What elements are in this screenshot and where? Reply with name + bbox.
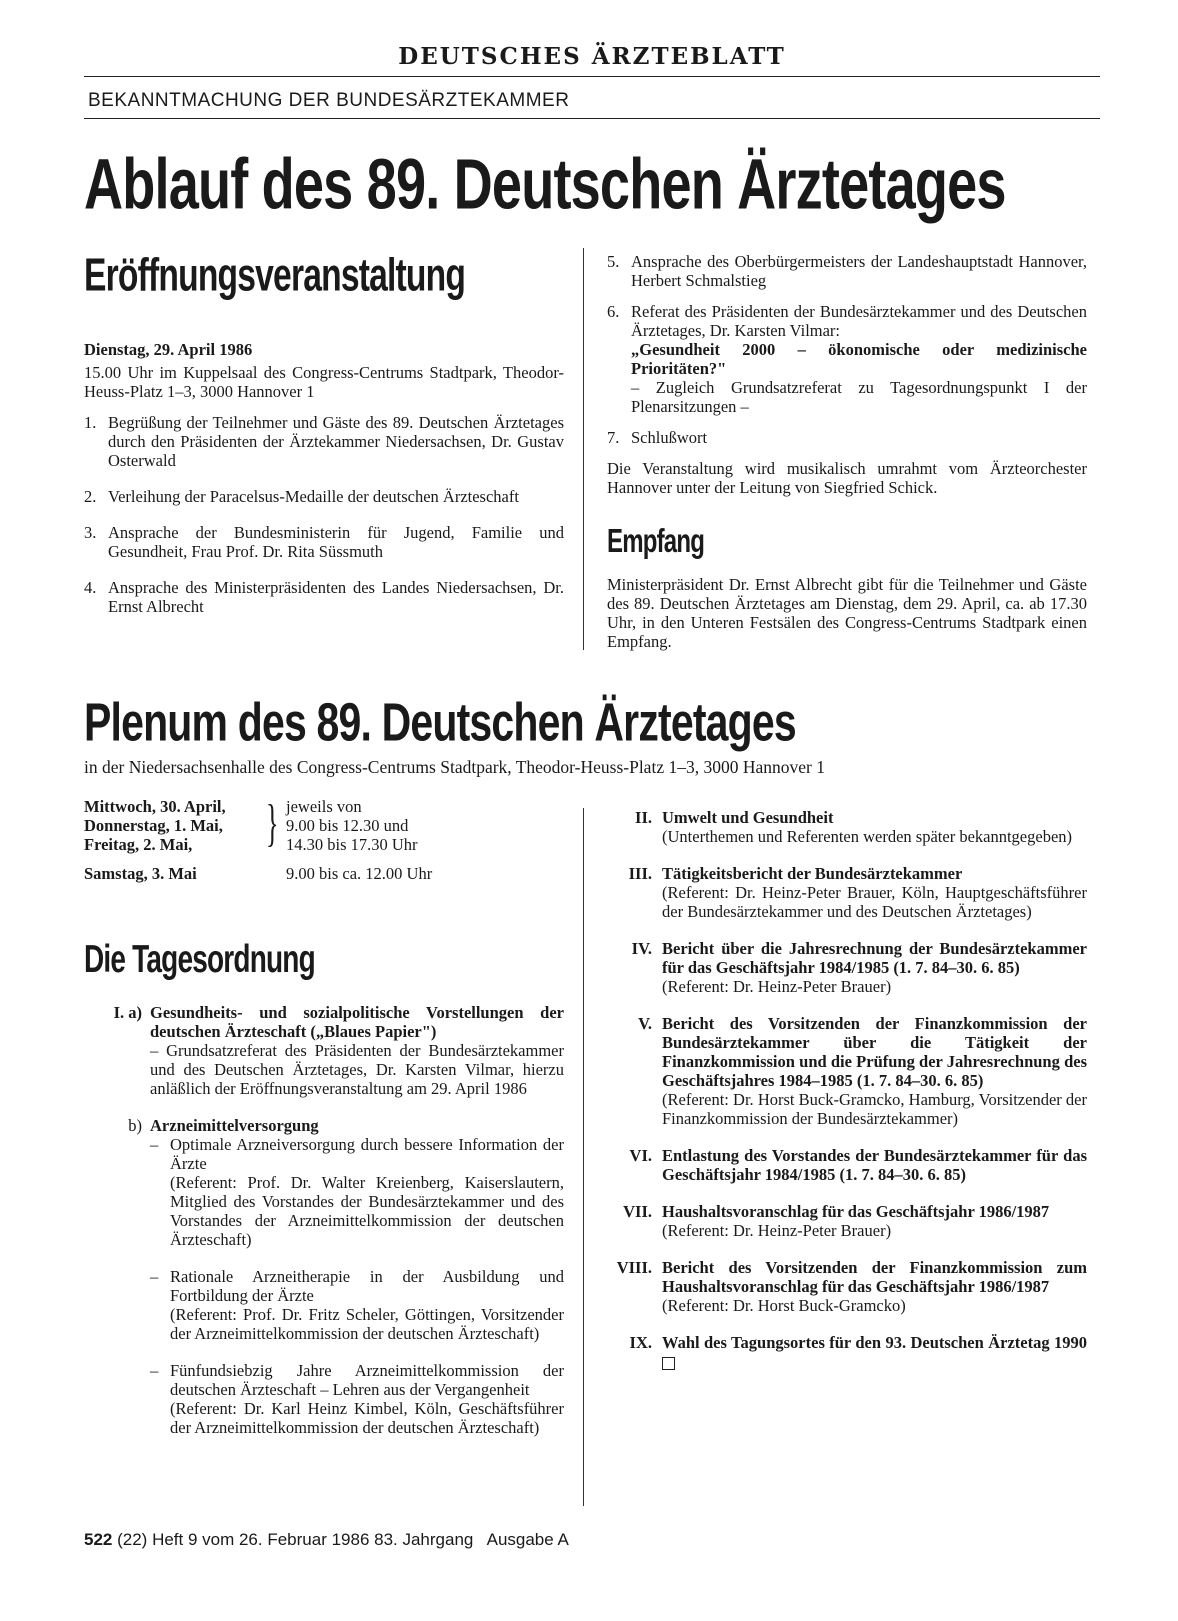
plenum-location: in der Niedersachsenhalle des Congress-Centrums Stadtpark, Theodor-Heuss-Platz 1–3, 3000 Hannover 1 (84, 757, 825, 777)
reception-title: Empfang (607, 522, 705, 560)
agenda-item: III. Tätigkeitsbericht der Bundesärztekammer (Referent: Dr. Heinz-Peter Brauer, Köln, Hauptgeschäftsführer der Bundesärztekammer und des Deutschen Ärztetages) (628, 864, 1087, 921)
end-mark-icon (662, 1357, 675, 1370)
agenda-right-column (600, 808, 1087, 1371)
music-note: Die Veranstaltung wird musikalisch umrahmt vom Ärzteorchester Hannover unter der Leitung von Siegfried Schick. (607, 459, 1087, 497)
opening-left-column (84, 340, 564, 616)
agenda-item: IX. Wahl des Tagungsortes für den 93. Deutschen Ärztetag 1990 (600, 1333, 1087, 1371)
agenda-left-column (84, 1003, 564, 1437)
masthead: DEUTSCHES ÄRZTEBLATT (398, 43, 786, 70)
plenum-times: jeweils von 9.00 bis 12.30 und 14.30 bis 17.30 Uhr 9.00 bis ca. 12.00 Uhr (286, 797, 433, 883)
agenda-item: IV. Bericht über die Jahresrechnung der Bundesärztekammer für das Geschäftsjahr 1984/1985 (1. 7. 84–30. 6. 85) (Referent: Dr. Heinz-Peter Brauer) (631, 939, 1087, 996)
list-item: 1. Begrüßung der Teilnehmer und Gäste des 89. Deutschen Ärztetages durch den Präsidenten der Ärztekammer Niedersachsen, Dr. Gustav Osterwald (84, 413, 564, 470)
agenda-item: VIII. Bericht des Vorsitzenden der Finanzkommission zum Haushaltsvoranschlag für das Geschäftsjahr 1986/1987 (Referent: Dr. Horst Buck-Gramcko) (616, 1258, 1087, 1315)
agenda-item-Ib: b) Arzneimittelversorgung – Optimale Arzneiversorgung durch bessere Information der Ärzte (Referent: Prof. Dr. Walter Kreienberg, Kaiserslautern, Mitglied des Vorstandes der Bundesärztekammer und des Vorstandes der Arzneimittelkommission der deutschen Ärzteschaft) – Rationale Arzneitherapie in der Ausbildung und Fortbildung der Ärzte (Referent: Prof. Dr. Fritz Scheler, Göttingen, Vorsitzender der Arzneimittelkommission der deutschen Ärzteschaft) – Fünfundsiebzig Jahre Arzneimittelkommission der deutschen Ärzteschaft – Lehren aus der Vergangenheit (Referent: Dr. Karl Heinz Kimbel, Köln, Geschäftsführer der Arzneimittelkommission der deutschen Ärzteschaft) (128, 1116, 564, 1437)
issue-info: (22) Heft 9 vom 26. Februar 1986 83. Jahrgang Ausgabe A (117, 1530, 569, 1549)
agenda-item: II. Umwelt und Gesundheit (Unterthemen und Referenten werden später bekanntgegeben) (635, 808, 1073, 846)
list-item: 3. Ansprache der Bundesministerin für Jugend, Familie und Gesundheit, Frau Prof. Dr. Rita Süssmuth (84, 523, 564, 561)
agenda-item: VI. Entlastung des Vorstandes der Bundesärztekammer für das Geschäftsjahr 1984/1985 (1. 7. 84–30. 6. 85) (629, 1146, 1087, 1184)
page-number: 522 (84, 1530, 113, 1549)
footer (84, 1530, 569, 1550)
list-item: 4. Ansprache des Ministerpräsidenten des Landes Niedersachsen, Dr. Ernst Albrecht (84, 578, 564, 616)
kicker-rule (84, 118, 1100, 119)
page-title: Ablauf des 89. Deutschen Ärztetages (84, 143, 1006, 224)
column-divider (583, 248, 584, 650)
list-item: 5. Ansprache des Oberbürgermeisters der Landeshauptstadt Hannover, Herbert Schmalstieg (607, 252, 1087, 290)
agenda-item: VII. Haushaltsvoranschlag für das Geschäftsjahr 1986/1987 (Referent: Dr. Heinz-Peter Brauer) (623, 1202, 1050, 1240)
kicker: BEKANNTMACHUNG DER BUNDESÄRZTEKAMMER (88, 90, 570, 111)
opening-place: 15.00 Uhr im Kuppelsaal des Congress-Centrums Stadtpark, Theodor-Heuss-Platz 1–3, 3000 Hannover 1 (84, 363, 564, 401)
opening-date: Dienstag, 29. April 1986 (84, 340, 253, 359)
list-item: – Fünfundsiebzig Jahre Arzneimittelkommission der deutschen Ärzteschaft – Lehren aus der Vergangenheit (Referent: Dr. Karl Heinz Kimbel, Köln, Geschäftsführer der Arzneimittelkommission der deutschen Ärzteschaft) (150, 1361, 564, 1437)
brace: } (266, 795, 279, 852)
list-item: – Rationale Arzneitherapie in der Ausbildung und Fortbildung der Ärzte (Referent: Prof. Dr. Fritz Scheler, Göttingen, Vorsitzender der Arzneimittelkommission der deutschen Ärzteschaft) (150, 1267, 564, 1343)
opening-title: Eröffnungsveranstaltung (84, 248, 466, 301)
list-item: – Optimale Arzneiversorgung durch bessere Information der Ärzte (Referent: Prof. Dr. Walter Kreienberg, Kaiserslautern, Mitglied des Vorstandes der Bundesärztekammer und des Vorstandes der Arzneimittelkommission der deutschen Ärzteschaft) (150, 1135, 564, 1249)
list-item: 6. Referat des Präsidenten der Bundesärztekammer und des Deutschen Ärztetages, Dr. Karsten Vilmar: „Gesundheit 2000 – ökonomische oder medizinische Prioritäten?" – Zugleich Grundsatzreferat zu Tagesordnungspunkt I der Plenarsitzungen – (607, 302, 1087, 416)
column-divider (583, 808, 584, 1506)
list-item: 2. Verleihung der Paracelsus-Medaille der deutschen Ärzteschaft (84, 487, 519, 506)
reception-text: Ministerpräsident Dr. Ernst Albrecht gibt für die Teilnehmer und Gäste des 89. Deutschen Ärztetages am Dienstag, dem 29. April, ca. ab 17.30 Uhr, in den Unteren Festsälen des Congress-Centrums Stadtpark einen Empfang. (607, 575, 1087, 651)
list-item: 7. Schlußwort (607, 428, 708, 447)
opening-right-column (607, 252, 1087, 497)
agenda-title: Die Tagesordnung (84, 937, 315, 981)
plenum-days: Mittwoch, 30. April, Donnerstag, 1. Mai, Freitag, 2. Mai, Samstag, 3. Mai (84, 797, 226, 883)
plenum-title: Plenum des 89. Deutschen Ärztetages (84, 691, 796, 753)
masthead-rule (84, 76, 1100, 77)
agenda-item: V. Bericht des Vorsitzenden der Finanzkommission der Bundesärztekammer über die Tätigkeit der Finanzkommission und die Prüfung der Jahresrechnung des Geschäftsjahres 1984–1985 (1. 7. 84–30. 6. 85) (Referent: Dr. Horst Buck-Gramcko, Hamburg, Vorsitzender der Finanzkommission der Bundesärztekammer) (638, 1014, 1087, 1128)
agenda-item-I: I. a) Gesundheits- und sozialpolitische Vorstellungen der deutschen Ärzteschaft („Blaues Papier") – Grundsatzreferat des Präsidenten der Bundesärztekammer und des Deutschen Ärztetages, Dr. Karsten Vilmar, hierzu anläßlich der Eröffnungsveranstaltung am 29. April 1986 (113, 1003, 564, 1098)
